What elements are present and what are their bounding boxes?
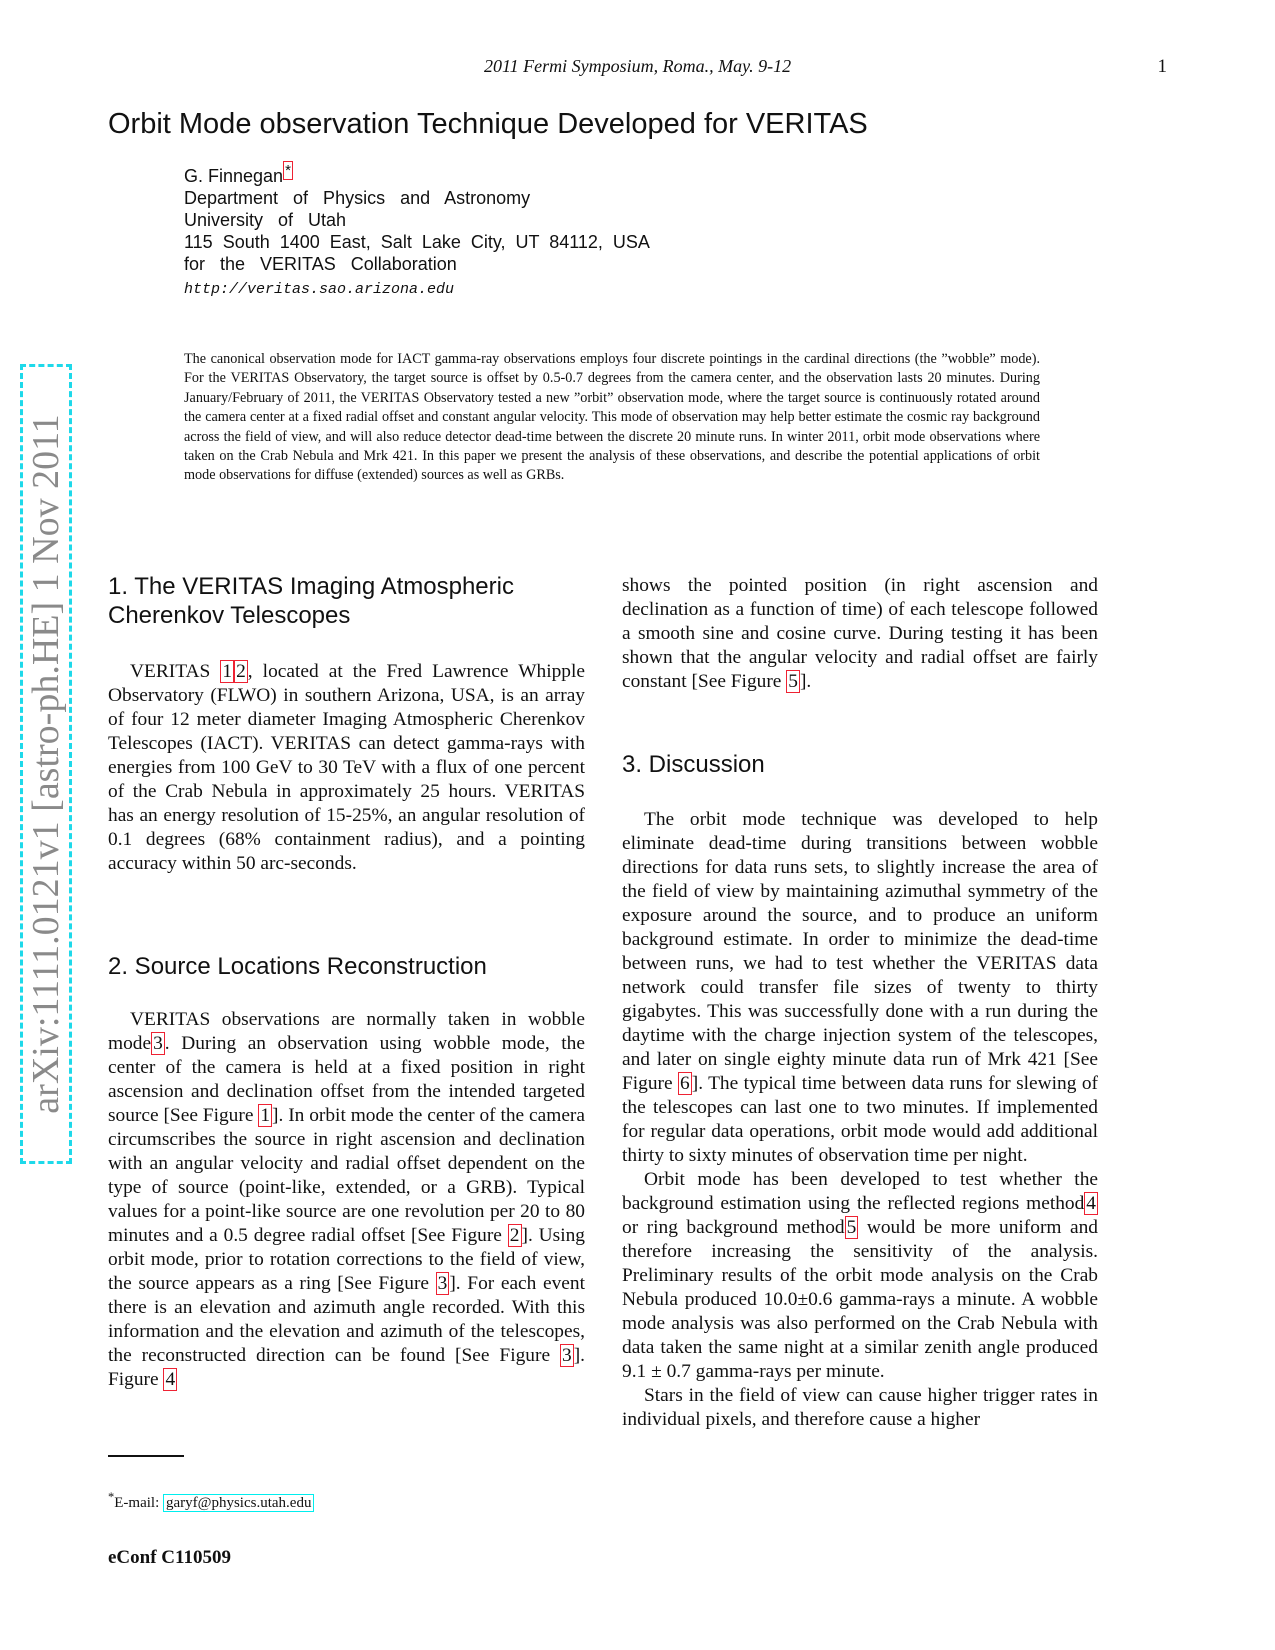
figure-link[interactable]: 4 — [165, 1369, 176, 1390]
abstract: The canonical observation mode for IACT gamma-ray observations employs four discrete pointings in the cardinal directions (the ”wobble” mode). For the VERITAS Observatory, the target source is offset by 0.5-0.7 degrees from the camera center, and the observation lasts 20 minutes. During January/February of 2011, the VERITAS Observatory tested a new ”orbit” observation mode, where the target source is continuously rotated around the camera center at a fixed radial offset and constant angular velocity. This mode of observation may help better estimate the cosmic ray background across the field of view, and will also reduce detector dead-time between the discrete 20 minute runs. In winter 2011, orbit mode observations where taken on the Crab Nebula and Mrk 421. In this paper we present the analysis of these observations, and describe the potential applications of orbit mode observations for diffuse (extended) sources as well as GRBs. — [184, 351, 1040, 484]
section-3-title: 3. Discussion — [622, 751, 765, 778]
author-footnote-link[interactable]: * — [285, 162, 291, 179]
affiliation-line: for the VERITAS Collaboration — [184, 254, 457, 274]
author-name-row — [184, 160, 650, 187]
citation-link[interactable]: 1 — [222, 661, 233, 682]
figure-link[interactable]: 1 — [260, 1105, 271, 1126]
footnote-rule — [108, 1455, 184, 1457]
author-block — [184, 160, 650, 301]
figure-link[interactable]: 2 — [509, 1225, 520, 1246]
section-2-body-right: shows the pointed position (in right ascension and declination as a function of time) of each telescope followed a smooth sine and cosine curve. During testing it has been shown that the angular velocity and radial offset are fairly constant [See Figure 5 ]. — [622, 575, 1098, 692]
page-number: 1 — [1157, 56, 1167, 77]
running-header: 2011 Fermi Symposium, Roma., May. 9-12 — [483, 56, 792, 76]
author-name: G. Finnegan — [184, 166, 284, 186]
citation-link[interactable]: 3 — [153, 1033, 163, 1054]
econf-footer: eConf C110509 — [108, 1547, 231, 1568]
collaboration-url: http://veritas.sao.arizona.edu — [184, 281, 455, 298]
citation-link[interactable]: 5 — [846, 1217, 857, 1238]
figure-link[interactable]: 3 — [561, 1345, 572, 1366]
affiliation-line: 115 South 1400 East, Salt Lake City, UT 84112, USA — [184, 232, 650, 252]
affiliation-line: University of Utah — [184, 210, 347, 230]
email-link[interactable]: garyf@physics.utah.edu — [163, 1494, 314, 1512]
figure-link[interactable]: 3 — [437, 1273, 448, 1294]
figure-link[interactable]: 6 — [680, 1073, 690, 1094]
arxiv-stamp[interactable]: arXiv:1111.0121v1 [astro-ph.HE] 1 Nov 2011 — [25, 414, 67, 1114]
section-2-body-left: VERITAS observations are normally taken in wobble mode 3 . During an observation using wobble mode, the center of the camera is held at a fixed position in right ascension and declination offset from the intended targeted source [See Figure 1 ]. In orbit mode the center of the camera circumscribes the source in right ascension and declination with an angular velocity and radial offset dependent on the type of source (point-like, extended, or a GRB). Typical values for a point-like source are one revolution per 20 to 80 minutes and a 0.5 degree radial offset [See Figure 2 ]. Using orbit mode, prior to rotation corrections to the field of view, the source appears as a ring [See Figure 3 ]. For each event there is an elevation and azimuth angle recorded. With this information and the elevation and azimuth of the telescopes, the reconstructed direction can be found [See Figure 3 ]. Figure 4 — [108, 1009, 586, 1390]
affiliation-line: Department of Physics and Astronomy — [184, 188, 531, 208]
figure-link[interactable]: 5 — [788, 671, 798, 692]
section-3-body: The orbit mode technique was developed to help eliminate dead-time during transitions between wobble directions for data runs sets, to slightly increase the area of the field of view by maintaining azimuthal symmetry of the exposure around the source, and to produce an uniform background estimate. In order to minimize the dead-time between runs, we had to test whether the VERITAS data network could transfer file sizes of twenty to thirty gigabytes. This was successfully done with a run during the daytime with the charge injection system of the telescopes, and later on single eighty minute data run of Mrk 421 [See Figure 6 ]. The typical time between data runs for slewing of the telescopes can last one to two minutes. If implemented for regular data operations, orbit mode would add additional thirty to sixty minutes of observation time per night. Orbit mode has been developed to test whether the background estimation using the reflected regions method 4 or ring background method 5 would be more uniform and therefore increasing the sensitivity of the analysis. Preliminary results of the orbit mode analysis on the Crab Nebula produced 10.0±0.6 gamma-rays a minute. A wobble mode analysis was also performed on the Crab Nebula with data taken the same night at a similar zenith angle produced 9.1 ± 0.7 gamma-rays per minute. Stars in the field of view can cause higher trigger rates in individual pixels, and therefore cause a higher — [622, 809, 1098, 1430]
citation-link[interactable]: 2 — [236, 661, 246, 682]
section-1-title: 1. The VERITAS Imaging Atmospheric Cherenkov Telescopes — [108, 573, 514, 629]
paper-title: Orbit Mode observation Technique Developed for VERITAS — [108, 108, 868, 140]
citation-link[interactable]: 4 — [1086, 1193, 1096, 1214]
section-1-body: VERITAS 1 2 , located at the Fred Lawrence Whipple Observatory (FLWO) in southern Arizona, USA, is an array of four 12 meter diameter Imaging Atmospheric Cherenkov Telescopes (IACT). VERITAS can detect gamma-rays with energies from 100 GeV to 30 TeV with a flux of one percent of the Crab Nebula in approximately 25 hours. VERITAS has an energy resolution of 15-25%, an angular resolution of 0.1 degrees (68% containment radius), and a pointing accuracy within 50 arc-seconds. — [108, 661, 585, 874]
section-2-title: 2. Source Locations Reconstruction — [108, 953, 487, 980]
footnote: *E-mail: garyf@physics.utah.edu — [108, 1490, 314, 1512]
